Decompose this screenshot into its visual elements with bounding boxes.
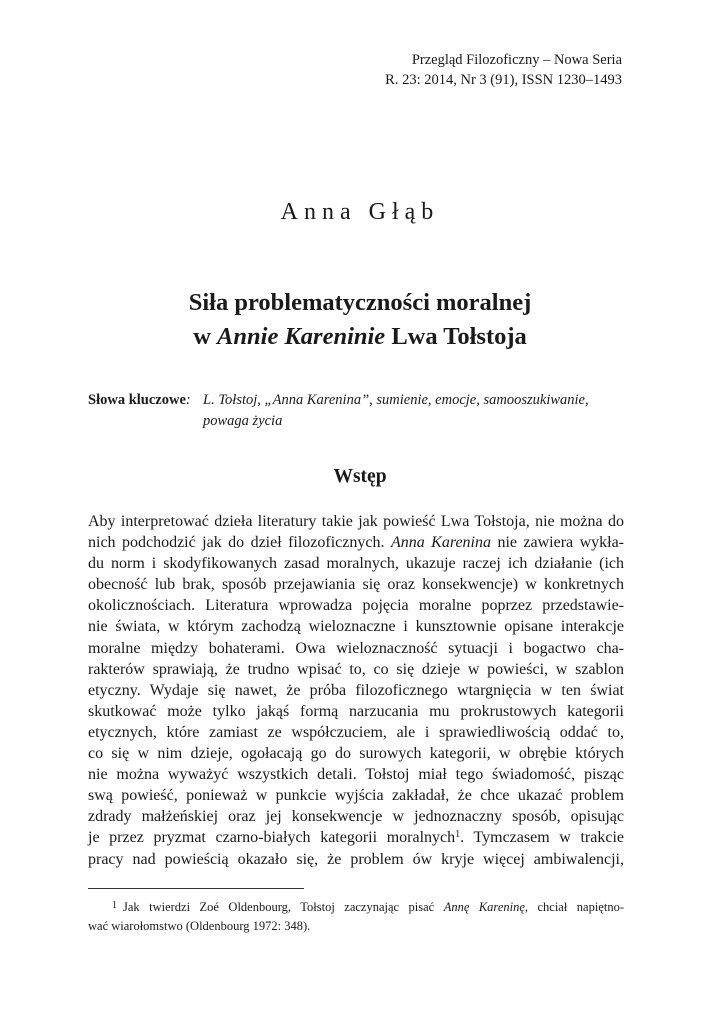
footnote-line-1: $^1$ Jak twierdzi Zoé Oldenbourg, Tołstoj zaczynając pisać Annę Kareninę, chciał napiętno-: [112, 900, 624, 914]
footnote-mark: 1: [112, 900, 117, 911]
body-line: etycznych, które zamiast ze współczuciem, ale i sprawiedliwością oddać to,: [88, 723, 624, 741]
body-line: pracy nad powieścią okazało się, że problem ów kryje więcej ambiwalencji,: [88, 850, 624, 868]
journal-issue: R. 23: 2014, Nr 3 (91), ISSN 1230–1493: [385, 72, 622, 88]
body-line: moralne między bohaterami. Owa wieloznaczność sytuacji i bogactwo cha-: [88, 639, 624, 657]
keywords-list: [203, 390, 621, 432]
title-italic: Annie Kareninie: [217, 323, 386, 350]
body-line: nich podchodzić jak do dzieł filozoficznych. Anna Karenina nie zawiera wykła-: [88, 534, 625, 552]
body-paragraph: [88, 511, 624, 870]
body-line: nie można wyważyć wszystkich detali. Tołstoj miał tego świadomość, pisząc: [88, 766, 624, 784]
body-line: swą powieść, ponieważ w punkcie wyjścia zakładał, że chce ukazać problem: [88, 787, 624, 805]
body-line: etyczny. Wydaje się nawet, że próba filozoficznego wtargnięcia w ten świat: [88, 681, 624, 699]
section-heading: Wstęp: [333, 466, 387, 487]
body-line: zdrady małżeńskiej oraz jej konsekwencje w jednoznaczny sposób, opisując: [88, 808, 624, 826]
keywords-line-2: powaga życia: [203, 413, 283, 429]
body-line: Aby interpretować dzieła literatury takie jak powieść Lwa Tołstoja, nie można do: [88, 513, 624, 530]
title-prefix: w: [193, 323, 218, 350]
body-line: nie świata, w którym zachodzą wieloznaczne i kunsztownie opisane interakcje: [88, 618, 624, 636]
body-line: du norm i skodyfikowanych zasad moralnych, ukazuje raczej ich działanie (ich: [88, 555, 624, 573]
body-line: rakterów sprawiają, że trudno wpisać to, co się dzieje w powieści, w szablon: [88, 660, 624, 678]
body-line: skutkować może tylko jakąś formą narzucania mu prokrustowych kategorii: [88, 702, 624, 720]
title-suffix: Lwa Tołstoja: [385, 323, 527, 350]
footnote-divider: [88, 888, 304, 889]
article-title: [0, 286, 720, 354]
author-name: Anna Głąb: [280, 199, 440, 225]
title-line-2: [0, 320, 720, 354]
body-line: je przez pryzmat czarno-białych kategorii moralnych$^1$. Tymczasem w trakcie: [88, 829, 624, 847]
keywords-label: Słowa kluczowe:: [88, 392, 191, 408]
footnote: [88, 898, 624, 936]
keywords-line-1: L. Tołstoj, „Anna Karenina”, sumienie, emocje, samooszukiwanie,: [203, 392, 589, 408]
body-line: obecność lub brak, sposób przejawiania się oraz konsekwencje) w konkretnych: [88, 576, 624, 594]
body-line: co się w nim dzieje, ogołacają go do surowych kategorii, w obrębie których: [88, 745, 624, 763]
body-line: okolicznościach. Literatura wprowadza pojęcia moralne poprzez przedstawie-: [88, 597, 624, 615]
title-line-1: Siła problematyczności moralnej: [188, 289, 532, 316]
footnote-italic: Annę Kareninę: [443, 900, 525, 914]
footnote-reference[interactable]: 1: [455, 829, 461, 841]
journal-name: Przegląd Filozoficzny – Nowa Seria: [411, 52, 622, 68]
novel-title: Anna Karenina: [390, 534, 491, 552]
footnote-line-2: wać wiarołomstwo (Oldenbourg 1972: 348).: [88, 919, 311, 933]
journal-header: [385, 50, 622, 90]
